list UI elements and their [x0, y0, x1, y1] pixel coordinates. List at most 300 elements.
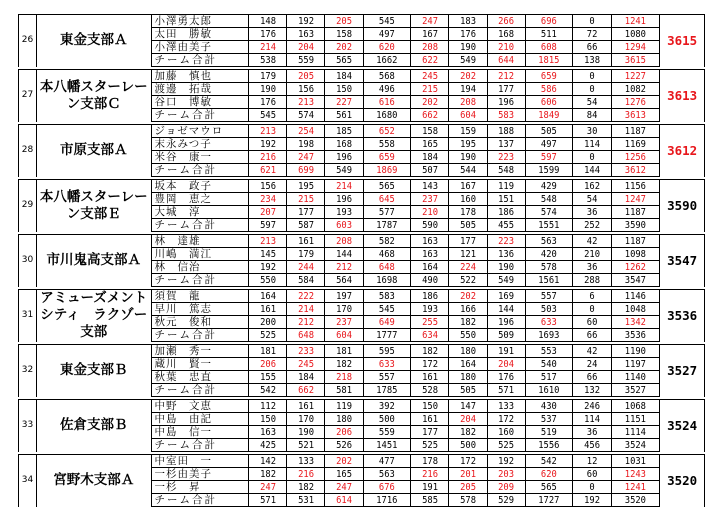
score-cell: 114: [575, 413, 609, 426]
score-cell: 1080: [614, 28, 657, 41]
score-cell: 649: [366, 316, 408, 329]
score-cell: 500: [451, 439, 485, 452]
score-cell: 204: [451, 413, 485, 426]
score-cell: 503: [528, 303, 570, 316]
score-cell: 578: [528, 261, 570, 274]
team-total-label: チーム合計: [151, 219, 249, 232]
score-cell: 150: [251, 413, 285, 426]
score-cell: 176: [451, 28, 485, 41]
score-cell: 1680: [366, 109, 408, 122]
score-cell: 550: [251, 274, 285, 287]
score-cell: 521: [289, 439, 323, 452]
score-cell: 155: [251, 371, 285, 384]
score-cell: 245: [289, 358, 323, 371]
score-cell: 648: [289, 329, 323, 342]
team-total-label: チーム合計: [151, 54, 249, 67]
score-cell: 182: [251, 468, 285, 481]
score-cell: 172: [413, 358, 447, 371]
score-cell: 66: [575, 329, 609, 342]
score-cell: 204: [489, 358, 523, 371]
score-cell: 608: [528, 41, 570, 54]
score-cell: 185: [327, 125, 361, 138]
score-cell: 212: [327, 261, 361, 274]
score-cell: 209: [489, 481, 523, 494]
player-name: 坂本 政子: [151, 180, 249, 193]
score-cell: 192: [289, 15, 323, 28]
score-cell: 212: [489, 70, 523, 83]
score-cell: 176: [251, 96, 285, 109]
score-cell: 252: [575, 219, 609, 232]
score-cell: 0: [575, 70, 609, 83]
score-cell: 644: [489, 54, 523, 67]
team-name: 市川鬼高支部Ａ: [37, 235, 152, 287]
score-cell: 30: [575, 125, 609, 138]
score-cell: 182: [327, 358, 361, 371]
score-cell: 1114: [614, 426, 657, 439]
score-cell: 558: [366, 138, 408, 151]
score-cell: 192: [251, 261, 285, 274]
score-cell: 223: [489, 151, 523, 164]
score-cell: 0: [575, 481, 609, 494]
score-cell: 192: [489, 455, 523, 468]
player-name: 早川 篤志: [151, 303, 249, 316]
score-cell: 138: [575, 54, 609, 67]
score-cell: 1156: [614, 180, 657, 193]
score-cell: 1247: [614, 193, 657, 206]
score-cell: 163: [289, 28, 323, 41]
player-name: 中島 由記: [151, 413, 249, 426]
score-cell: 177: [289, 206, 323, 219]
score-cell: 210: [489, 41, 523, 54]
score-cell: 197: [327, 290, 361, 303]
score-cell: 170: [327, 303, 361, 316]
score-cell: 582: [366, 235, 408, 248]
score-cell: 212: [289, 316, 323, 329]
score-cell: 205: [451, 481, 485, 494]
rank-cell: 26: [19, 15, 37, 67]
score-cell: 133: [489, 400, 523, 413]
player-name: 一杉 昇: [151, 481, 249, 494]
score-cell: 210: [413, 206, 447, 219]
score-cell: 455: [489, 219, 523, 232]
score-cell: 1227: [614, 70, 657, 83]
team-total-score: 3536: [660, 290, 705, 342]
score-cell: 517: [528, 371, 570, 384]
score-cell: 3615: [614, 54, 657, 67]
score-cell: 578: [451, 494, 485, 507]
player-name: 渡邊 拓哉: [151, 83, 249, 96]
score-cell: 1815: [528, 54, 570, 67]
score-cell: 583: [489, 109, 523, 122]
score-cell: 505: [451, 384, 485, 397]
score-cell: 1197: [614, 358, 657, 371]
score-cell: 392: [366, 400, 408, 413]
score-cell: 168: [489, 28, 523, 41]
score-cell: 190: [451, 151, 485, 164]
player-name: 林 信治: [151, 261, 249, 274]
score-cell: 1785: [366, 384, 408, 397]
player-name: 太田 勝敏: [151, 28, 249, 41]
score-cell: 196: [327, 193, 361, 206]
score-cell: 200: [251, 316, 285, 329]
score-cell: 160: [451, 193, 485, 206]
score-cell: 477: [366, 455, 408, 468]
score-cell: 548: [528, 193, 570, 206]
player-name: 林 達雄: [151, 235, 249, 248]
score-cell: 1556: [528, 439, 570, 452]
team-total-score: 3590: [660, 180, 705, 232]
score-cell: 188: [489, 125, 523, 138]
player-row: [19, 180, 705, 193]
score-cell: 568: [366, 70, 408, 83]
score-cell: 1241: [614, 15, 657, 28]
player-row: [19, 15, 705, 28]
score-cell: 119: [489, 180, 523, 193]
score-cell: 222: [289, 290, 323, 303]
score-cell: 183: [451, 15, 485, 28]
score-cell: 633: [366, 358, 408, 371]
score-cell: 1662: [366, 54, 408, 67]
score-cell: 1262: [614, 261, 657, 274]
score-cell: 1190: [614, 345, 657, 358]
score-cell: 497: [366, 28, 408, 41]
score-cell: 1610: [528, 384, 570, 397]
score-cell: 522: [451, 274, 485, 287]
score-cell: 163: [413, 248, 447, 261]
score-cell: 177: [413, 426, 447, 439]
score-cell: 616: [366, 96, 408, 109]
player-name: ジョゼマウロ: [151, 125, 249, 138]
score-cell: 192: [251, 138, 285, 151]
score-cell: 180: [451, 345, 485, 358]
player-name: 中野 文恵: [151, 400, 249, 413]
score-cell: 167: [413, 28, 447, 41]
player-name: 小澤勇太郎: [151, 15, 249, 28]
team-total-score: 3527: [660, 345, 705, 397]
score-cell: 177: [451, 235, 485, 248]
score-cell: 247: [251, 481, 285, 494]
score-cell: 1169: [614, 138, 657, 151]
score-cell: 190: [489, 261, 523, 274]
player-row: [19, 235, 705, 248]
score-cell: 563: [528, 235, 570, 248]
score-cell: 196: [489, 316, 523, 329]
score-cell: 184: [327, 70, 361, 83]
rank-cell: 27: [19, 70, 37, 122]
score-cell: 137: [489, 138, 523, 151]
score-cell: 3613: [614, 109, 657, 122]
score-cell: 1294: [614, 41, 657, 54]
score-cell: 150: [327, 83, 361, 96]
score-cell: 1187: [614, 125, 657, 138]
score-cell: 564: [327, 274, 361, 287]
score-cell: 36: [575, 426, 609, 439]
score-cell: 1451: [366, 439, 408, 452]
score-cell: 659: [528, 70, 570, 83]
score-cell: 0: [575, 83, 609, 96]
score-cell: 42: [575, 235, 609, 248]
score-cell: 620: [528, 468, 570, 481]
score-cell: 184: [289, 371, 323, 384]
score-cell: 156: [251, 180, 285, 193]
score-cell: 565: [366, 180, 408, 193]
player-name: 中島 信一: [151, 426, 249, 439]
team-total-score: 3613: [660, 70, 705, 122]
score-cell: 190: [289, 426, 323, 439]
score-cell: 172: [451, 455, 485, 468]
score-cell: 151: [489, 193, 523, 206]
score-cell: 202: [451, 290, 485, 303]
score-cell: 161: [251, 303, 285, 316]
player-name: 小澤由美子: [151, 41, 249, 54]
score-cell: 565: [528, 481, 570, 494]
score-cell: 1098: [614, 248, 657, 261]
score-cell: 699: [289, 164, 323, 177]
score-cell: 507: [413, 164, 447, 177]
score-cell: 210: [575, 248, 609, 261]
team-total-label: チーム合計: [151, 109, 249, 122]
score-cell: 525: [489, 439, 523, 452]
score-cell: 178: [413, 455, 447, 468]
player-name: 秋元 俊和: [151, 316, 249, 329]
rank-cell: 30: [19, 235, 37, 287]
score-cell: 1551: [528, 219, 570, 232]
score-cell: 182: [289, 481, 323, 494]
score-cell: 42: [575, 345, 609, 358]
score-cell: 192: [575, 494, 609, 507]
score-cell: 1082: [614, 83, 657, 96]
score-cell: 1031: [614, 455, 657, 468]
score-cell: 204: [289, 41, 323, 54]
score-cell: 549: [327, 164, 361, 177]
score-cell: 165: [327, 468, 361, 481]
score-cell: 563: [366, 468, 408, 481]
player-name: 中室田 一: [151, 455, 249, 468]
player-name: 末永みつ子: [151, 138, 249, 151]
score-cell: 198: [289, 138, 323, 151]
score-cell: 165: [413, 138, 447, 151]
score-cell: 218: [327, 371, 361, 384]
player-row: [19, 345, 705, 358]
score-cell: 168: [327, 138, 361, 151]
score-cell: 537: [528, 413, 570, 426]
score-cell: 245: [413, 70, 447, 83]
score-cell: 148: [251, 15, 285, 28]
score-cell: 549: [451, 54, 485, 67]
score-cell: 266: [489, 15, 523, 28]
score-cell: 144: [489, 303, 523, 316]
score-cell: 133: [289, 455, 323, 468]
team-total-label: チーム合計: [151, 164, 249, 177]
score-cell: 195: [289, 180, 323, 193]
score-cell: 571: [489, 384, 523, 397]
score-cell: 519: [528, 426, 570, 439]
score-cell: 6: [575, 290, 609, 303]
team-name: 宮野木支部Ａ: [37, 455, 152, 507]
score-cell: 545: [366, 303, 408, 316]
team-total-label: チーム合計: [151, 384, 249, 397]
score-cell: 227: [327, 96, 361, 109]
score-cell: 246: [575, 400, 609, 413]
rank-cell: 28: [19, 125, 37, 177]
score-cell: 545: [251, 109, 285, 122]
score-cell: 172: [489, 413, 523, 426]
score-cell: 214: [327, 180, 361, 193]
score-cell: 1276: [614, 96, 657, 109]
score-cell: 581: [327, 384, 361, 397]
score-cell: 3590: [614, 219, 657, 232]
score-cell: 156: [289, 83, 323, 96]
score-cell: 36: [575, 206, 609, 219]
score-cell: 213: [289, 96, 323, 109]
score-cell: 202: [413, 96, 447, 109]
score-cell: 72: [575, 28, 609, 41]
score-cell: 170: [289, 413, 323, 426]
score-cell: 216: [289, 468, 323, 481]
rank-cell: 29: [19, 180, 37, 232]
score-cell: 525: [251, 329, 285, 342]
score-cell: 145: [251, 248, 285, 261]
player-name: 秋葉 忠直: [151, 371, 249, 384]
score-cell: 164: [451, 358, 485, 371]
score-cell: 1243: [614, 468, 657, 481]
team-total-label: チーム合計: [151, 274, 249, 287]
score-cell: 247: [289, 151, 323, 164]
team-name: 本八幡スターレーン支部Ｃ: [37, 70, 152, 122]
score-cell: 531: [289, 494, 323, 507]
score-cell: 496: [366, 83, 408, 96]
score-cell: 166: [451, 303, 485, 316]
score-cell: 597: [528, 151, 570, 164]
score-cell: 584: [289, 274, 323, 287]
score-cell: 420: [528, 248, 570, 261]
score-cell: 201: [451, 468, 485, 481]
score-cell: 542: [528, 455, 570, 468]
score-cell: 425: [251, 439, 285, 452]
score-cell: 208: [327, 235, 361, 248]
score-cell: 193: [327, 206, 361, 219]
score-cell: 180: [327, 413, 361, 426]
score-cell: 215: [413, 83, 447, 96]
player-name: 谷口 博敏: [151, 96, 249, 109]
score-cell: 207: [251, 206, 285, 219]
score-cell: 0: [575, 151, 609, 164]
score-cell: 196: [489, 96, 523, 109]
score-cell: 202: [327, 455, 361, 468]
score-cell: 12: [575, 455, 609, 468]
score-cell: 559: [366, 426, 408, 439]
score-cell: 1048: [614, 303, 657, 316]
score-cell: 205: [327, 15, 361, 28]
score-cell: 1869: [366, 164, 408, 177]
score-cell: 60: [575, 468, 609, 481]
score-cell: 216: [413, 468, 447, 481]
score-cell: 215: [289, 193, 323, 206]
score-cell: 590: [413, 219, 447, 232]
score-cell: 604: [327, 329, 361, 342]
player-name: 須賀 龍: [151, 290, 249, 303]
score-cell: 1727: [528, 494, 570, 507]
score-cell: 179: [289, 248, 323, 261]
score-cell: 193: [413, 303, 447, 316]
score-cell: 237: [327, 316, 361, 329]
score-cell: 24: [575, 358, 609, 371]
score-cell: 179: [251, 70, 285, 83]
score-cell: 144: [327, 248, 361, 261]
score-cell: 112: [251, 400, 285, 413]
team-total-score: 3524: [660, 400, 705, 452]
score-cell: 176: [489, 371, 523, 384]
score-cell: 3520: [614, 494, 657, 507]
score-cell: 195: [451, 138, 485, 151]
score-cell: 205: [289, 70, 323, 83]
score-cell: 574: [289, 109, 323, 122]
score-cell: 529: [489, 494, 523, 507]
score-cell: 583: [366, 290, 408, 303]
score-cell: 587: [289, 219, 323, 232]
score-cell: 511: [528, 28, 570, 41]
team-total-score: 3520: [660, 455, 705, 507]
player-name: 一杉由美子: [151, 468, 249, 481]
score-cell: 500: [366, 413, 408, 426]
score-cell: 202: [327, 41, 361, 54]
team-name: 東金支部Ａ: [37, 15, 152, 67]
score-cell: 549: [489, 274, 523, 287]
player-row: [19, 400, 705, 413]
team-total-label: チーム合計: [151, 439, 249, 452]
score-cell: 181: [327, 345, 361, 358]
score-cell: 1849: [528, 109, 570, 122]
score-cell: 160: [489, 426, 523, 439]
score-cell: 544: [451, 164, 485, 177]
score-cell: 66: [575, 41, 609, 54]
player-row: [19, 125, 705, 138]
player-name: 加藤 慎也: [151, 70, 249, 83]
score-cell: 164: [413, 261, 447, 274]
score-cell: 214: [289, 303, 323, 316]
score-cell: 3524: [614, 439, 657, 452]
score-cell: 182: [451, 426, 485, 439]
score-cell: 237: [413, 193, 447, 206]
score-cell: 621: [251, 164, 285, 177]
score-cell: 620: [366, 41, 408, 54]
score-cell: 247: [413, 15, 447, 28]
score-cell: 206: [327, 426, 361, 439]
score-cell: 542: [251, 384, 285, 397]
score-cell: 559: [289, 54, 323, 67]
score-cell: 196: [327, 151, 361, 164]
team-name: 佐倉支部Ｂ: [37, 400, 152, 452]
score-cell: 247: [327, 481, 361, 494]
score-cell: 191: [413, 481, 447, 494]
score-cell: 167: [451, 180, 485, 193]
score-cell: 505: [528, 125, 570, 138]
player-name: 大城 淳: [151, 206, 249, 219]
player-row: [19, 455, 705, 468]
player-row: [19, 70, 705, 83]
score-cell: 622: [413, 54, 447, 67]
score-cell: 255: [413, 316, 447, 329]
player-name: 蔵川 賢一: [151, 358, 249, 371]
score-cell: 144: [575, 164, 609, 177]
score-cell: 1342: [614, 316, 657, 329]
score-cell: 176: [251, 28, 285, 41]
score-cell: 233: [289, 345, 323, 358]
score-cell: 169: [489, 290, 523, 303]
score-cell: 586: [528, 83, 570, 96]
player-row: [19, 290, 705, 303]
score-cell: 1777: [366, 329, 408, 342]
